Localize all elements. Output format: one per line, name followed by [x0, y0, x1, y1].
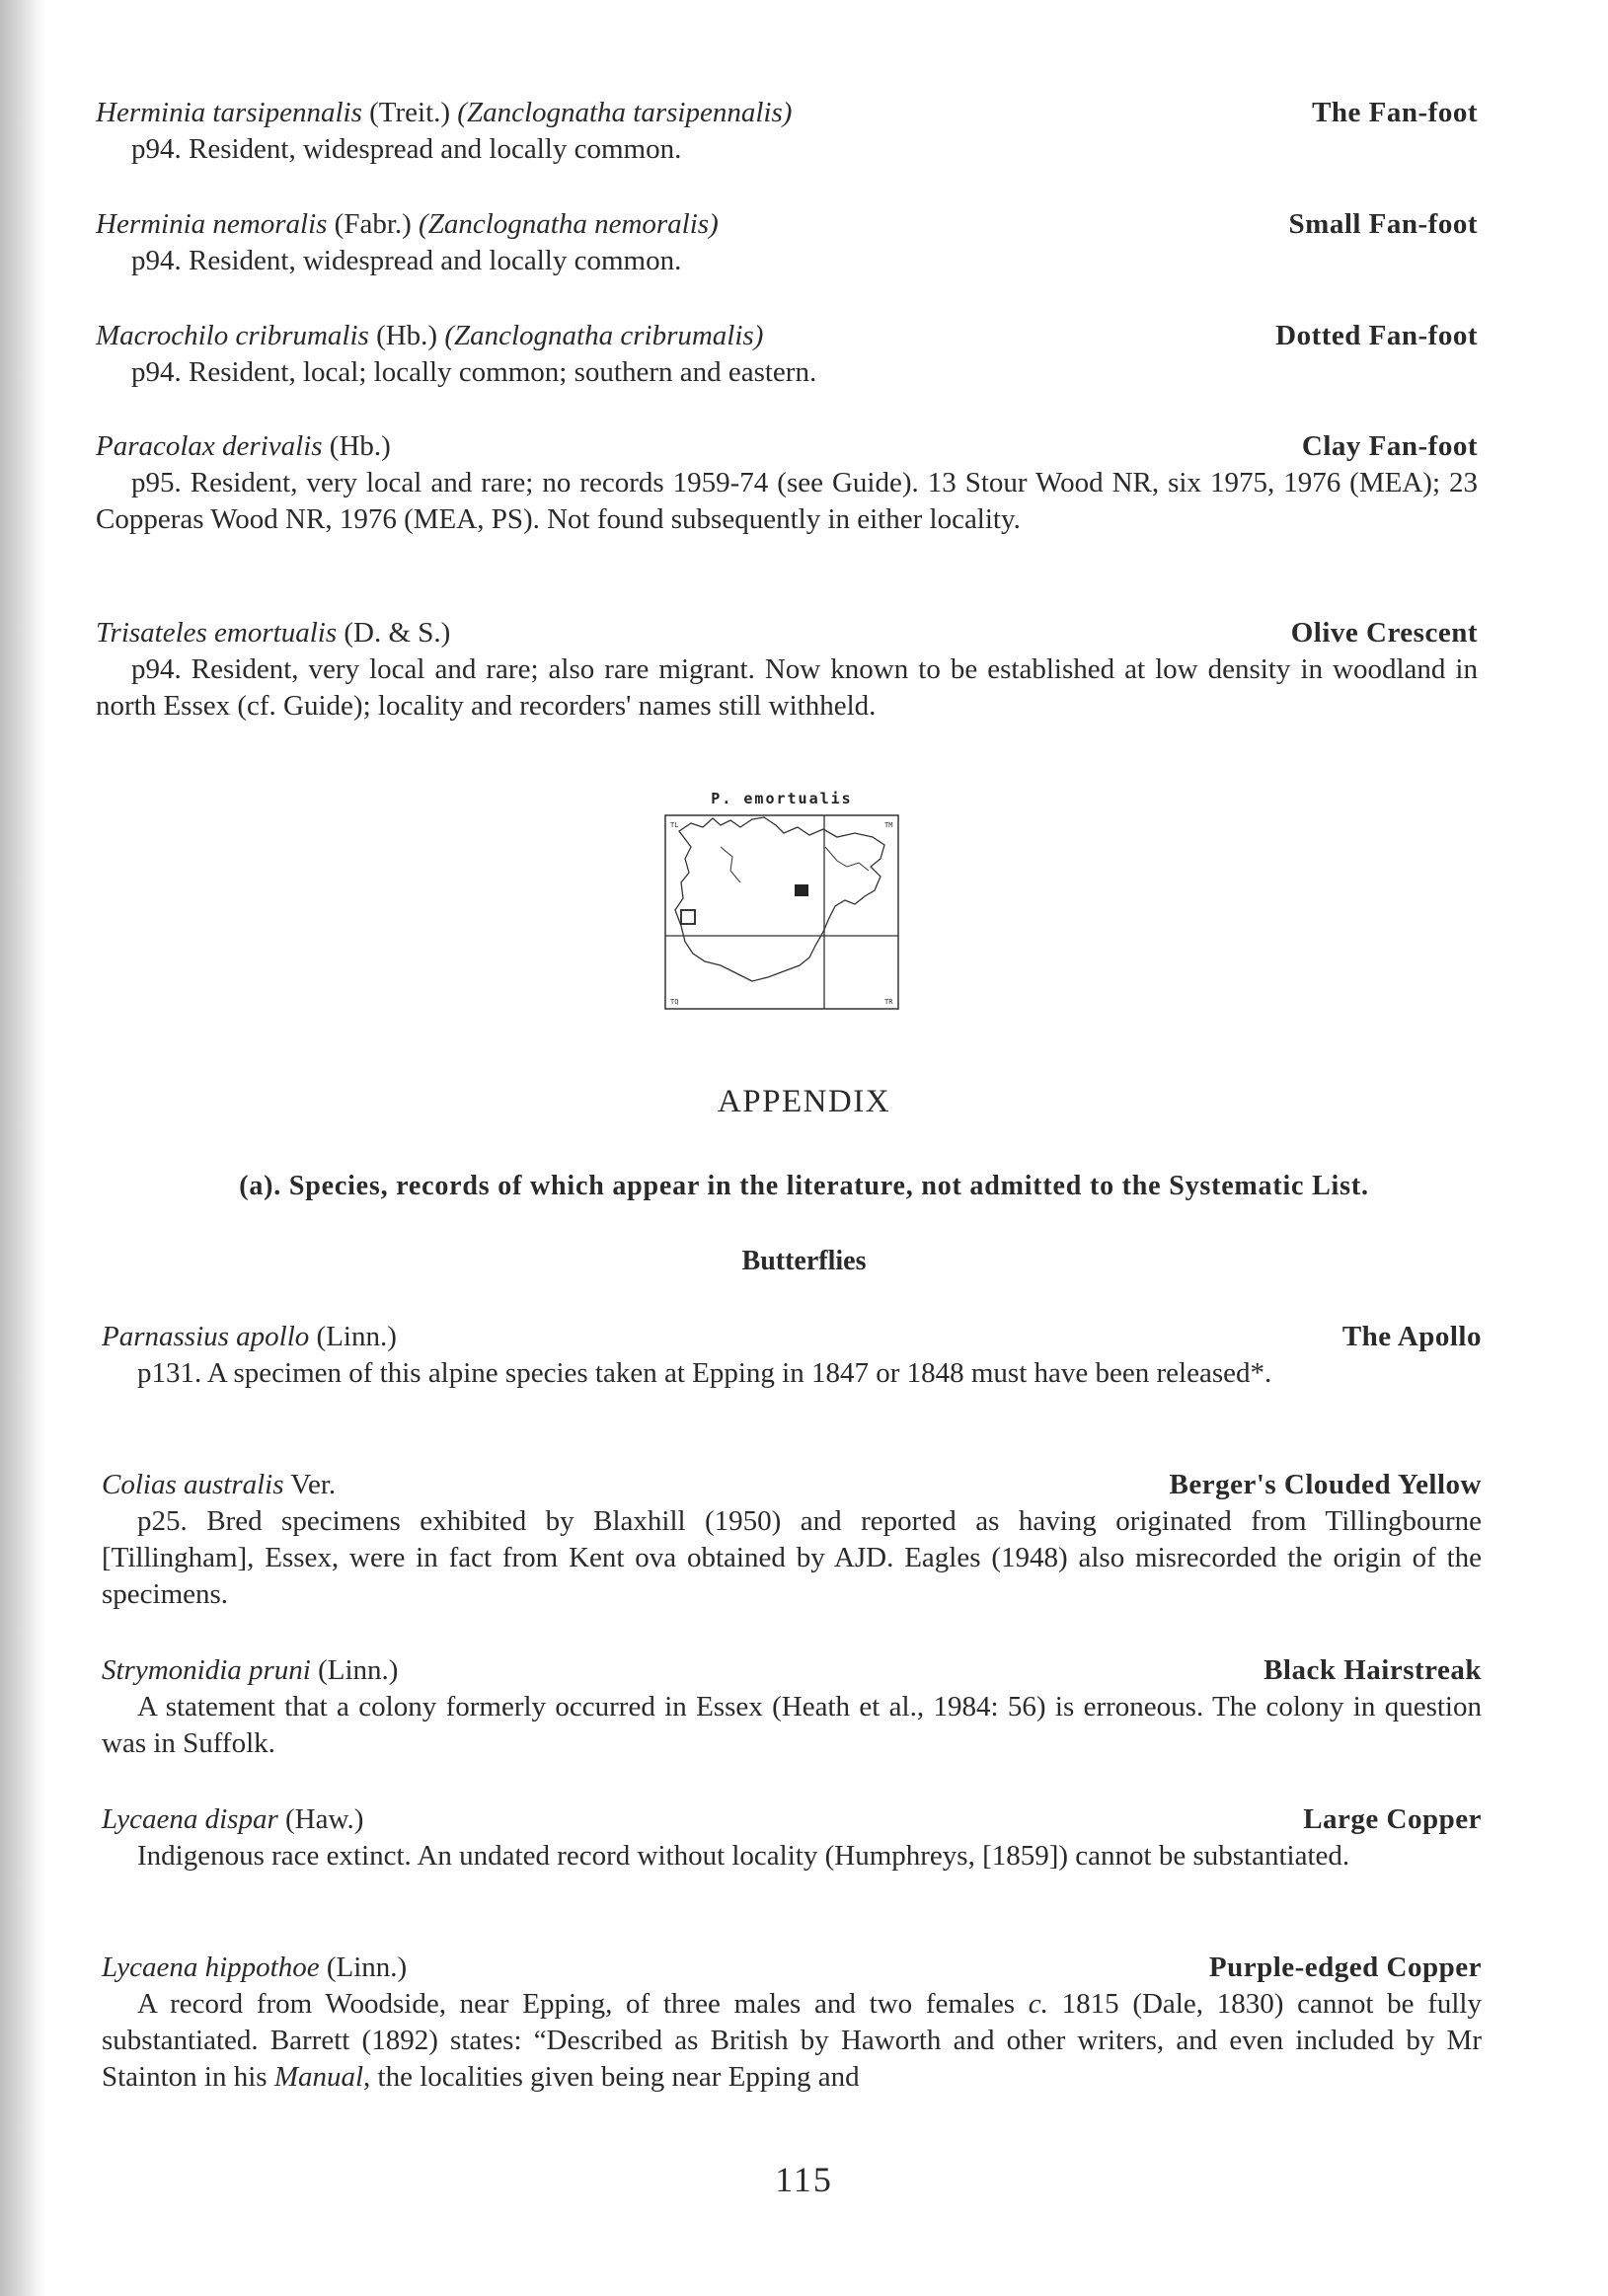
author: Ver. [290, 1469, 337, 1500]
river-line [721, 847, 740, 882]
species-name [96, 318, 763, 354]
common-name: Clay Fan-foot [1301, 430, 1478, 462]
entry-header [102, 1467, 1482, 1503]
appendix-entry-australis [102, 1467, 1482, 1613]
common-name: Black Hairstreak [1263, 1654, 1482, 1686]
essex-outline [675, 817, 884, 981]
entry-header [96, 95, 1478, 131]
species-name [96, 615, 450, 651]
species-name [102, 1801, 363, 1838]
entry-header [96, 615, 1478, 651]
page-number: 115 [775, 2160, 833, 2199]
scientific-name: Lycaena dispar [102, 1803, 278, 1835]
synonym: (Zanclognatha tarsipennalis) [457, 97, 793, 128]
entry-header [96, 318, 1478, 354]
author: (Linn.) [318, 1654, 399, 1686]
entry-header [102, 1801, 1482, 1838]
entry-text [102, 1986, 1482, 2096]
entry-text: p94. Resident, widespread and locally common. [131, 245, 682, 276]
entry-header [102, 1950, 1482, 1986]
grid-label-tl: TL [670, 821, 679, 829]
scientific-name: Parnassius apollo [102, 1321, 310, 1352]
species-name [102, 1467, 336, 1503]
species-name [102, 1950, 407, 1986]
map-title: P. emortualis [711, 790, 853, 807]
author: (Treit.) [369, 97, 451, 128]
text-segment: A record from Woodside, near Epping, of three males and two females [137, 1988, 1029, 2020]
map-frame [665, 815, 898, 1009]
author: (Fabr.) [334, 208, 412, 240]
species-entry-cribrumalis [96, 318, 1478, 391]
author: (Hb.) [329, 430, 391, 462]
entry-header [102, 1319, 1482, 1355]
species-entry-tarsipennalis [96, 95, 1478, 168]
species-entry-emortualis [96, 615, 1478, 725]
entry-text: p94. Resident, very local and rare; also rare migrant. Now known to be established at low density in woodland in north Essex (cf. Guide); locality and recorders' names still withheld. [96, 653, 1478, 722]
appendix-entry-pruni [102, 1652, 1482, 1762]
scientific-name: Macrochilo cribrumalis [96, 320, 369, 351]
entry-text: p131. A specimen of this alpine species taken at Epping in 1847 or 1848 must have been released*. [137, 1357, 1272, 1389]
scientific-name: Herminia tarsipennalis [96, 97, 362, 128]
section-heading: Butterflies [741, 1246, 867, 1276]
common-name: Purple-edged Copper [1208, 1952, 1482, 1983]
author: (Linn.) [326, 1952, 408, 1983]
entry-header [96, 206, 1478, 243]
appendix-entry-apollo [102, 1319, 1482, 1392]
common-name: Dotted Fan-foot [1275, 320, 1478, 351]
grid-label-tm: TM [884, 821, 893, 829]
species-name [96, 206, 719, 243]
estuary-line [825, 847, 869, 871]
circa-abbrev: c. [1028, 1988, 1048, 2020]
grid-label-tq: TQ [670, 998, 679, 1006]
common-name: Large Copper [1303, 1803, 1482, 1835]
species-entry-derivalis [96, 428, 1478, 538]
grid-label-tr: TR [884, 998, 893, 1006]
synonym: (Zanclognatha cribrumalis) [444, 320, 764, 351]
appendix-title: APPENDIX [717, 1084, 891, 1119]
appendix-entry-dispar [102, 1801, 1482, 1875]
scientific-name: Paracolax derivalis [96, 430, 323, 462]
book-title: Manual [273, 2061, 364, 2093]
scientific-name: Colias australis [102, 1469, 284, 1500]
record-square-filled [795, 884, 808, 896]
species-name [102, 1319, 397, 1355]
appendix-subtitle: (a). Species, records of which appear in the literature, not admitted to the Systematic List. [239, 1171, 1369, 1201]
entry-text: p95. Resident, very local and rare; no records 1959-74 (see Guide). 13 Stour Wood NR, six 1975, 1976 (MEA); 23 Copperas Wood NR, 1976 (MEA, PS). Not found subsequently in either locality. [96, 467, 1478, 535]
author: (D. & S.) [344, 617, 451, 649]
entry-text: A statement that a colony formerly occurred in Essex (Heath et al., 1984: 56) is erroneous. The colony in question was in Suffolk. [102, 1691, 1482, 1759]
text-segment: 1815 (Dale, 1830) cannot be fully substantiated. Barrett (1892) states: “Described as British by Haworth and other writers, and even included by Mr Stainton in his [102, 1988, 1482, 2093]
common-name: The Apollo [1341, 1321, 1482, 1352]
common-name: Small Fan-foot [1288, 208, 1478, 240]
scientific-name: Strymonidia pruni [102, 1654, 311, 1686]
common-name: Berger's Clouded Yellow [1169, 1469, 1482, 1500]
scientific-name: Trisateles emortualis [96, 617, 338, 649]
species-name [96, 95, 792, 131]
distribution-map [661, 788, 903, 1013]
synonym: (Zanclognatha nemoralis) [419, 208, 719, 240]
common-name: The Fan-foot [1312, 97, 1478, 128]
species-name [96, 428, 391, 465]
author: (Haw.) [285, 1803, 364, 1835]
author: (Linn.) [316, 1321, 397, 1352]
species-entry-nemoralis [96, 206, 1478, 279]
entry-text: p94. Resident, widespread and locally common. [131, 133, 682, 165]
record-square-open [681, 910, 695, 924]
scientific-name: Herminia nemoralis [96, 208, 328, 240]
entry-header [102, 1652, 1482, 1689]
scientific-name: Lycaena hippothoe [102, 1952, 320, 1983]
author: (Hb.) [376, 320, 438, 351]
appendix-entry-hippothoe [102, 1950, 1482, 2096]
entry-text: p25. Bred specimens exhibited by Blaxhill (1950) and reported as having originated from Tillingbourne [Tillingham], Essex, were in fact from Kent ova obtained by AJD. Eagles (1948) also misrecorded the origin of the specimens. [102, 1505, 1482, 1610]
text-segment: , the localities given being near Epping and [363, 2061, 860, 2093]
common-name: Olive Crescent [1290, 617, 1478, 649]
entry-header [96, 428, 1478, 465]
entry-text: Indigenous race extinct. An undated record without locality (Humphreys, [1859]) cannot be substantiated. [137, 1840, 1350, 1872]
entry-text: p94. Resident, local; locally common; southern and eastern. [131, 356, 817, 388]
species-name [102, 1652, 398, 1689]
